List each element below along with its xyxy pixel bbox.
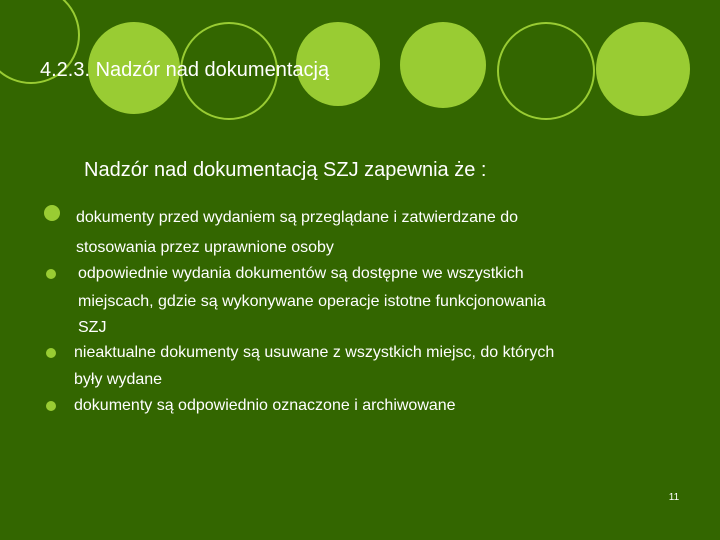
bullet-1-line-2: stosowania przez uprawnione osoby bbox=[76, 239, 334, 256]
decorative-disc bbox=[596, 22, 690, 116]
slide-title: 4.2.3. Nadzór nad dokumentacją bbox=[40, 59, 330, 81]
bullet-icon bbox=[46, 401, 56, 411]
bullet-2-line-3: SZJ bbox=[78, 319, 107, 336]
decorative-ring bbox=[497, 22, 595, 120]
intro-text: Nadzór nad dokumentacją SZJ zapewnia że : bbox=[84, 159, 487, 181]
bullet-icon bbox=[46, 348, 56, 358]
bullet-1-line-1: dokumenty przed wydaniem są przeglądane i zatwierdzane do bbox=[76, 209, 519, 226]
bullet-3-line-1: nieaktualne dokumenty są usuwane z wszystkich miejsc, do których bbox=[74, 344, 555, 361]
bullet-icon bbox=[46, 269, 56, 279]
bullet-2-line-2: miejscach, gdzie są wykonywane operacje istotne funkcjonowania bbox=[78, 293, 546, 310]
decorative-disc bbox=[400, 22, 486, 108]
bullet-3-line-2: były wydane bbox=[74, 371, 163, 388]
page-number: 11 bbox=[668, 492, 680, 503]
bullet-icon bbox=[44, 205, 60, 221]
bullet-4-line-1: dokumenty są odpowiednio oznaczone i archiwowane bbox=[74, 397, 456, 414]
bullet-2-line-1: odpowiednie wydania dokumentów są dostępne we wszystkich bbox=[78, 265, 524, 282]
